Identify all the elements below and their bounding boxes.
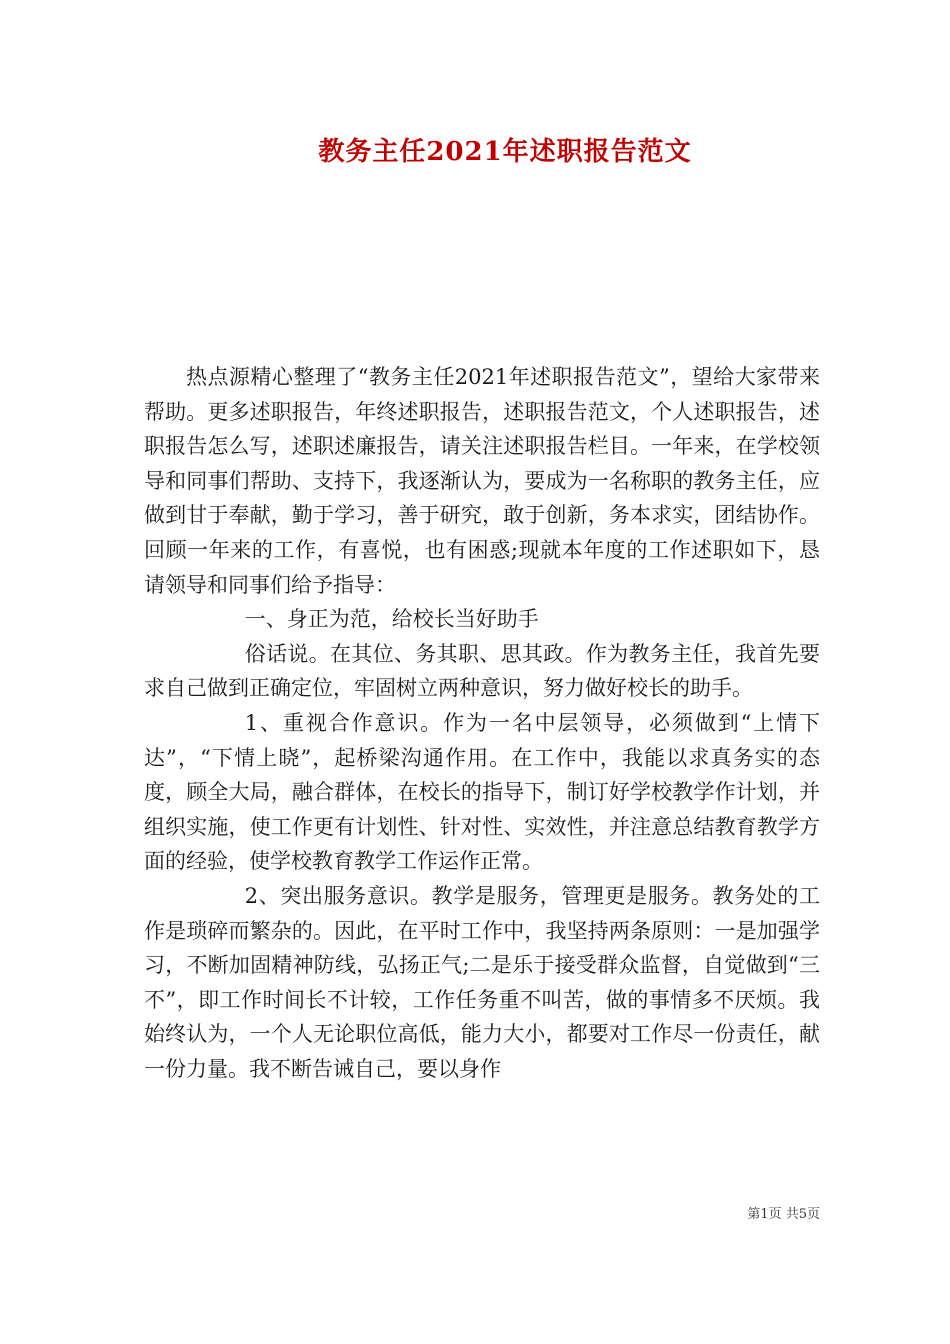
body-paragraph: 2、突出服务意识。教学是服务，管理更是服务。教务处的工作是琐碎而繁杂的。因此，在平时工作中，我坚持两条原则：一是加强学习，不断加固精神防线，弘扬正气;二是乐于接受群众监督，自觉做到“三不”，即工作时间长不计较，工作任务重不叫苦，做的事情多不厌烦。我始终认为，一个人无论职位高低，能力大小，都要对工作尽一份责任，献一份力量。我不断告诫自己，要以身作 xyxy=(144,883,820,1081)
body-paragraph: 1、重视合作意识。作为一名中层领导，必须做到“上情下达”，“下情上晓”，起桥梁沟通作用。在工作中，我能以求真务实的态度，顾全大局，融合群体，在校长的指导下，制订好学校教学作计划，并组织实施，使工作更有计划性、针对性、实效性，并注意总结教育教学方面的经验，使学校教育教学工作运作正常。 xyxy=(144,710,820,874)
section-heading-1: 一、身正为范，给校长当好助手 xyxy=(244,607,539,632)
document-title: 教务主任2021年述职报告范文 xyxy=(318,137,692,167)
document-body xyxy=(144,360,820,1086)
intro-paragraph: 热点源精心整理了“教务主任2021年述职报告范文”，望给大家带来帮助。更多述职报告，年终述职报告，述职报告范文，个人述职报告，述职报告怎么写，述职述廉报告，请关注述职报告栏目。一年来，在学校领导和同事们帮助、支持下，我逐渐认为，要成为一名称职的教务主任，应做到甘于奉献，勤于学习，善于研究，敢于创新，务本求实，团结协作。回顾一年来的工作，有喜悦，也有困惑;现就本年度的工作述职如下，恳请领导和同事们给予指导： xyxy=(144,365,820,597)
page-number: 第1页 共5页 xyxy=(747,1207,820,1222)
body-paragraph: 俗话说。在其位、务其职、思其政。作为教务主任，我首先要求自己做到正确定位，牢固树立两种意识，努力做好校长的助手。 xyxy=(144,641,820,701)
